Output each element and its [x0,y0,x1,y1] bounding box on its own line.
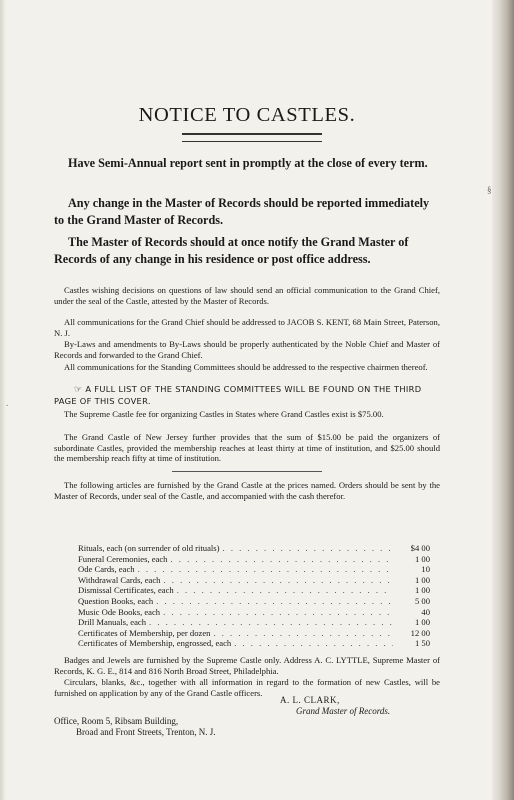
page-title: NOTICE TO CASTLES. [138,104,356,126]
price-list-item: Question Books, each . . . 5 00 [78,596,430,607]
price-list-item: Certificates of Membership, engrossed, each . . . 1 50 [78,638,430,649]
articles-intro: The following articles are furnished by the Grand Castle at the prices named. Orders should be sent by the Master of Records, under seal of the Castle, and accompanied with the cash therefor. [54,480,440,501]
notice-law-questions: Castles wishing decisions on questions of law should send an official communication to the Grand Chief, under the seal of the Castle, attested by the Master of Records. [54,285,440,306]
office-address-line1: Office, Room 5, Ribsam Building, [54,716,179,726]
section-divider [172,471,322,472]
notice-supreme-fee: The Supreme Castle fee for organizing Castles in States where Grand Castles exist is $75.00. [64,409,384,419]
price-list-item: Certificates of Membership, per dozen . . . 12 00 [78,628,430,639]
price-list-item: Ode Cards, each . . . 10 [78,564,430,575]
signature-name: A. L. CLARK, [280,695,340,705]
bold-notice-change: Any change in the Master of Records should be reported immediately to the Grand Master of Records. [54,196,430,227]
circulars-notice: Circulars, blanks, &c., together with all information in regard to the formation of new Castles, will be furnished on application by any of the Grand Castle officers. [54,677,440,698]
notice-organizer-fee: The Grand Castle of New Jersey further provides that the sum of $15.00 be paid the organizers of subordinate Castles, provided the membership reaches at least thirty at time of institution, and $25.00 should the membership reach fifty at time of institution. [54,432,440,464]
price-list [78,543,430,649]
price-list-item: Drill Manuals, each . . . 1 00 [78,617,430,628]
price-list-item: Funeral Ceremonies, each . . . 1 00 [78,554,430,565]
committees-list-notice: ☞ A FULL LIST OF THE STANDING COMMITTEES WILL BE FOUND ON THE THIRD PAGE OF THIS COVER. [54,384,422,406]
page-binding-edge [492,0,514,800]
office-address-line2: Broad and Front Streets, Trenton, N. J. [76,727,216,737]
notice-standing-committees: All communications for the Standing Committees should be addressed to the respective chairmen thereof. [64,362,428,372]
price-list-item: Dismissal Certificates, each . . . 1 00 [78,585,430,596]
margin-mark: § [487,185,492,195]
price-list-item: Withdrawal Cards, each . . . 1 00 [78,575,430,586]
title-double-rule [182,133,322,142]
notice-by-laws: By-Laws and amendments to By-Laws should be properly authenticated by the Noble Chief and Master of Records and forwarded to the Grand Chief. [54,339,440,360]
price-list-item: Music Ode Books, each . . . 40 [78,607,430,618]
pointing-hand-icon: ☞ [74,385,83,395]
bold-notice-address: The Master of Records should at once notify the Grand Master of Records of any change in his residence or post office address. [54,235,409,266]
signature-title: Grand Master of Records. [296,706,391,716]
notice-grand-chief: All communications for the Grand Chief should be addressed to JACOB S. KENT, 68 Main Street, Paterson, N. J. [54,317,440,338]
bold-notice-report: Have Semi-Annual report sent in promptly at the close of every term. [68,156,428,170]
price-list-item: Rituals, each (on surrender of old rituals) . . . $4 00 [78,543,430,554]
badges-notice: Badges and Jewels are furnished by the Supreme Castle only. Address A. C. LYTTLE, Supreme Master of Records, K. G. E., 814 and 816 North Broad Street, Philadelphia. [54,655,440,676]
margin-mark: . [6,398,9,408]
